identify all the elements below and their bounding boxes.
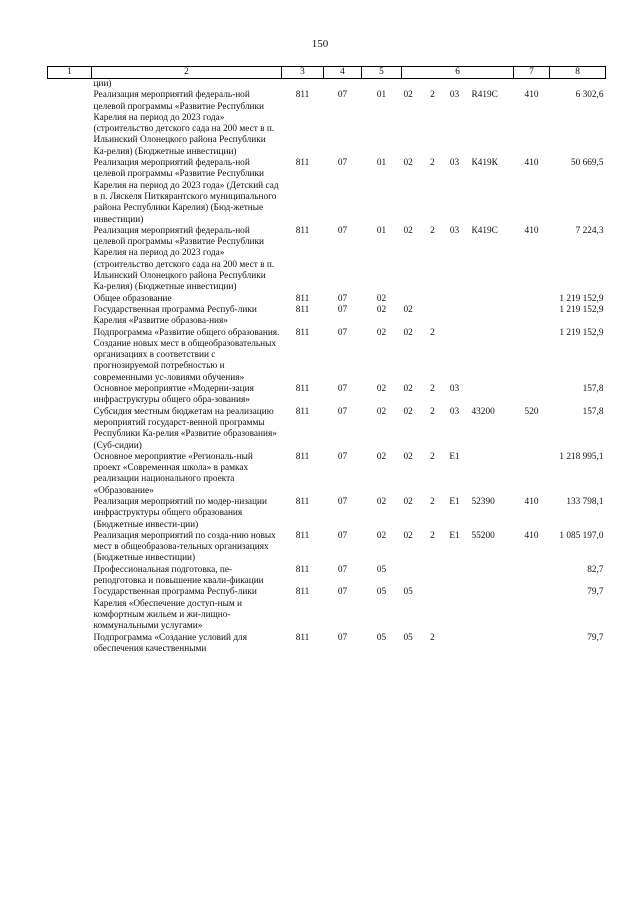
cell-direction <box>470 565 514 588</box>
cell-subsection: 05 <box>376 564 387 575</box>
col-header-6: 6 <box>402 67 514 79</box>
cell-subprogram <box>426 305 440 328</box>
row-name: Реализация мероприятий по созда-нию новых мест в общеобразова-тельных организациях (Бюджетные инвестиции) <box>93 530 276 564</box>
row-name: Основное мероприятие «Региональ-ный проект «Современная школа» в рамках реализации национального проекта «Образование» <box>93 451 253 496</box>
cell-amount: 1 219 152,9 <box>559 293 604 304</box>
cell-activity: 03 <box>449 90 460 101</box>
cell-amount <box>550 79 606 91</box>
table-row <box>48 305 606 328</box>
cell-section: 07 <box>337 406 348 417</box>
col1-cell <box>48 497 92 531</box>
col-header-2: 2 <box>92 67 282 79</box>
cell-activity <box>440 565 470 588</box>
row-name: Реализация мероприятий федераль-ной целевой программы «Развитие Республики Карелия на период до 2023 года» (Детский сад в п. Ляскеля Питкярантского муниципального района Республики Карелия) (Бюд-жетные инвестиции) <box>93 158 279 225</box>
cell-direction <box>470 328 514 384</box>
cell-program: 02 <box>403 327 413 338</box>
cell-amount: 1 219 152,9 <box>559 304 604 315</box>
cell-amount: 79,7 <box>587 587 604 598</box>
col-header-7: 7 <box>514 67 550 79</box>
row-name: Подпрограмма «Создание условий для обеспечения качественными <box>93 632 247 654</box>
header-row <box>48 67 606 79</box>
cell-direction <box>470 452 514 497</box>
row-name: Реализация мероприятий федераль-ной целевой программы «Развитие Республики Карелия на период до 2023 года» (строительство детского сада на 200 мест в п. Ильинский Олонецкого района Республики Ка-релия) (Бюджетные инвестиции) <box>93 90 275 157</box>
cell-section: 07 <box>337 564 348 575</box>
cell-activity <box>440 633 470 656</box>
cell-subsection: 02 <box>376 496 387 507</box>
cell-amount: 157,8 <box>582 406 604 417</box>
table-row <box>48 407 606 452</box>
col1-cell <box>48 328 92 384</box>
table-row <box>48 79 606 91</box>
col1-cell <box>48 90 92 158</box>
table-row <box>48 452 606 497</box>
cell-admin-code: 811 <box>295 90 310 101</box>
cell-subsection: 01 <box>376 158 387 169</box>
table-row <box>48 565 606 588</box>
cell-section: 07 <box>337 451 348 462</box>
cell-subsection: 05 <box>376 632 387 643</box>
cell-amount: 79,7 <box>587 632 604 643</box>
cell-program: 02 <box>403 406 413 417</box>
cell-section: 07 <box>337 158 348 169</box>
cell-direction: К419С <box>471 225 498 236</box>
col1-cell <box>48 452 92 497</box>
cell-direction: 55200 <box>471 530 495 541</box>
cell-section <box>324 79 362 91</box>
table-row <box>48 531 606 565</box>
cell-direction <box>470 305 514 328</box>
cell-subprogram: 2 <box>430 406 435 417</box>
col1-cell <box>48 294 92 305</box>
cell-amount: 50 669,5 <box>570 158 604 169</box>
col-header-8: 8 <box>550 67 606 79</box>
row-name: Реализация мероприятий по модер-низации инфраструктуры общего образования (Бюджетные инвести-ции) <box>93 496 267 530</box>
cell-activity: 03 <box>449 384 460 395</box>
table-row <box>48 587 606 632</box>
cell-direction: К419К <box>471 158 498 169</box>
cell-subprogram: 2 <box>430 451 435 462</box>
cell-activity: 03 <box>449 225 460 236</box>
cell-expense-type <box>514 452 550 497</box>
cell-amount: 157,8 <box>582 384 604 395</box>
col1-cell <box>48 587 92 632</box>
cell-direction <box>470 633 514 656</box>
cell-subsection: 02 <box>376 384 387 395</box>
cell-program: 02 <box>403 304 413 315</box>
col1-cell <box>48 158 92 226</box>
cell-section: 07 <box>337 530 348 541</box>
cell-admin-code: 811 <box>295 304 310 315</box>
col1-cell <box>48 384 92 407</box>
cell-expense-type: 520 <box>524 406 539 417</box>
col-header-3: 3 <box>282 67 324 79</box>
cell-subsection: 02 <box>376 293 387 304</box>
cell-program: 05 <box>403 587 413 598</box>
cell-expense-type: 410 <box>524 90 539 101</box>
cell-direction: 43200 <box>471 406 495 417</box>
cell-subsection: 02 <box>376 327 387 338</box>
cell-activity <box>440 79 470 91</box>
cell-subprogram <box>426 294 440 305</box>
row-name: Субсидия местным бюджетам на реализацию мероприятий государст-венной программы Республики Ка-релия «Развитие образования» (Суб-сидии) <box>93 406 277 451</box>
page-number: 150 <box>311 38 329 50</box>
row-name: Государственная программа Респуб-лики Карелия «Развитие образова-ния» <box>93 304 257 327</box>
cell-section: 07 <box>337 225 348 236</box>
cell-expense-type <box>514 79 550 91</box>
cell-direction <box>470 587 514 632</box>
table-row <box>48 328 606 384</box>
cell-program <box>402 565 426 588</box>
cell-subsection: 02 <box>376 451 387 462</box>
cell-activity: 03 <box>449 158 460 169</box>
col-header-4: 4 <box>324 67 362 79</box>
cell-program <box>402 79 426 91</box>
cell-amount: 133 798,1 <box>566 496 604 507</box>
col1-cell <box>48 633 92 656</box>
cell-activity <box>440 587 470 632</box>
cell-admin-code: 811 <box>295 451 310 462</box>
table-row <box>48 226 606 294</box>
cell-expense-type <box>514 587 550 632</box>
cell-amount: 6 302,6 <box>575 90 604 101</box>
table-row <box>48 384 606 407</box>
cell-expense-type <box>514 294 550 305</box>
cell-program: 02 <box>403 496 413 507</box>
cell-expense-type <box>514 384 550 407</box>
cell-expense-type: 410 <box>524 225 539 236</box>
cell-amount: 1 218 995,1 <box>559 451 604 462</box>
table-row <box>48 633 606 656</box>
cell-admin-code: 811 <box>295 293 310 304</box>
cell-admin-code: 811 <box>295 632 310 643</box>
cell-amount: 7 224,3 <box>575 225 604 236</box>
table-row <box>48 497 606 531</box>
cell-expense-type: 410 <box>524 496 539 507</box>
cell-program: 02 <box>403 451 413 462</box>
cell-activity: Е1 <box>449 451 460 462</box>
cell-expense-type <box>514 633 550 656</box>
row-name: Государственная программа Респуб-лики Карелия «Обеспечение доступ-ным и комфортным жильем и жи-лищно-коммунальными услугами» <box>93 587 257 632</box>
col1-cell <box>48 226 92 294</box>
cell-subprogram: 2 <box>430 90 435 101</box>
cell-section: 07 <box>337 293 348 304</box>
cell-expense-type: 410 <box>524 158 539 169</box>
cell-admin-code: 811 <box>295 406 310 417</box>
cell-section: 07 <box>337 587 348 598</box>
row-name: Реализация мероприятий федераль-ной целевой программы «Развитие Республики Карелия на период до 2023 года» (строительство детского сада на 200 мест в п. Ильинский Олонецкого района Республики Ка-релия) (Бюджетные инвестиции) <box>93 225 275 293</box>
cell-subsection: 01 <box>376 225 387 236</box>
cell-admin-code: 811 <box>295 327 310 338</box>
col1-cell <box>48 407 92 452</box>
cell-direction: R419С <box>471 90 498 101</box>
cell-expense-type: 410 <box>524 530 539 541</box>
cell-section: 07 <box>337 90 348 101</box>
table-row <box>48 90 606 158</box>
row-name: Подпрограмма «Развитие общего образования. Создание новых мест в общеобразовательных организациях в соответствии с прогнозируемой потребностью и современными ус-ловиями обучения» <box>93 327 280 383</box>
cell-subprogram: 2 <box>430 158 435 169</box>
cell-direction <box>470 79 514 91</box>
cell-subprogram <box>426 565 440 588</box>
cell-activity: Е1 <box>449 496 460 507</box>
budget-table <box>47 66 606 655</box>
cell-activity: Е1 <box>449 530 460 541</box>
cell-subsection <box>362 79 402 91</box>
table-row <box>48 294 606 305</box>
cell-subsection: 01 <box>376 90 387 101</box>
cell-program: 05 <box>403 632 413 643</box>
cell-expense-type <box>514 565 550 588</box>
cell-admin-code: 811 <box>295 587 310 598</box>
cell-section: 07 <box>337 384 348 395</box>
cell-direction <box>470 384 514 407</box>
cell-amount: 1 085 197,0 <box>559 530 604 541</box>
cell-activity <box>440 328 470 384</box>
cell-direction: 52390 <box>471 496 495 507</box>
table-row <box>48 158 606 226</box>
col1-cell <box>48 79 92 91</box>
cell-section: 07 <box>337 632 348 643</box>
cell-subsection: 05 <box>376 587 387 598</box>
cell-program: 02 <box>403 158 413 169</box>
cell-subprogram <box>426 587 440 632</box>
cell-section: 07 <box>337 496 348 507</box>
cell-program <box>402 294 426 305</box>
row-name: Основное мероприятие «Модерни-зация инфраструктуры общего обра-зования» <box>93 384 254 406</box>
cell-subprogram: 2 <box>430 225 435 236</box>
row-name: Профессиональная подготовка, пе-реподготовка и повышение квали-фикации <box>93 564 264 587</box>
cell-subsection: 02 <box>376 304 387 315</box>
cell-amount: 82,7 <box>587 564 604 575</box>
cell-expense-type <box>514 328 550 384</box>
col-header-5: 5 <box>362 67 402 79</box>
cell-admin-code: 811 <box>295 225 310 236</box>
col-header-1: 1 <box>48 67 92 79</box>
cell-subsection: 02 <box>376 530 387 541</box>
cell-subprogram: 2 <box>430 327 435 338</box>
cell-subprogram: 2 <box>430 530 435 541</box>
cell-section: 07 <box>337 327 348 338</box>
cell-subprogram <box>426 79 440 91</box>
cell-direction <box>470 294 514 305</box>
cell-subprogram: 2 <box>430 496 435 507</box>
cell-subprogram: 2 <box>430 384 435 395</box>
cell-program: 02 <box>403 225 413 236</box>
cell-activity <box>440 305 470 328</box>
cell-program: 02 <box>403 530 413 541</box>
cell-admin-code: 811 <box>295 384 310 395</box>
cell-activity: 03 <box>449 406 460 417</box>
cell-expense-type <box>514 305 550 328</box>
cell-section: 07 <box>337 304 348 315</box>
cell-activity <box>440 294 470 305</box>
cell-amount: 1 219 152,9 <box>559 327 604 338</box>
cell-subprogram: 2 <box>430 632 435 643</box>
cell-admin-code: 811 <box>295 496 310 507</box>
cell-subsection: 02 <box>376 406 387 417</box>
cell-admin-code: 811 <box>295 158 310 169</box>
row-name: ции) <box>93 79 112 89</box>
cell-admin-code: 811 <box>295 564 310 575</box>
col1-cell <box>48 305 92 328</box>
cell-program: 02 <box>403 90 413 101</box>
cell-admin-code <box>282 79 324 91</box>
col1-cell <box>48 565 92 588</box>
row-name: Общее образование <box>93 293 172 304</box>
cell-admin-code: 811 <box>295 530 310 541</box>
col1-cell <box>48 531 92 565</box>
cell-program: 02 <box>403 384 413 395</box>
